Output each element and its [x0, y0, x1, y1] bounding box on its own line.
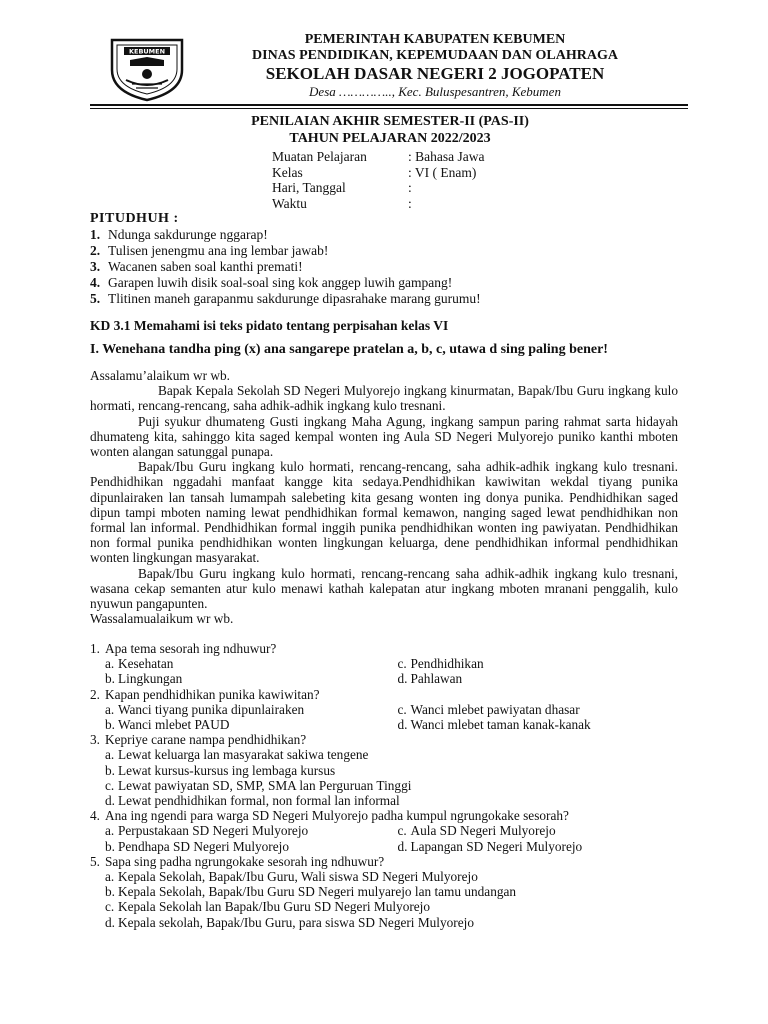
option-text: Wanci mlebet taman kanak-kanak [410, 717, 591, 733]
exam-year: TAHUN PELAJARAN 2022/2023 [289, 130, 491, 146]
instruction-text: Wacanen saben soal kanthi premati! [108, 259, 303, 274]
government-name: PEMERINTAH KABUPATEN KEBUMEN [304, 32, 566, 47]
instruction-item [90, 243, 481, 259]
answer-option[interactable] [105, 671, 398, 686]
option-text: Kepala Sekolah, Bapak/Ibu Guru, Wali siswa SD Negeri Mulyorejo [118, 869, 478, 885]
school-name: SEKOLAH DASAR NEGERI 2 JOGOPATEN [265, 64, 605, 84]
answer-option[interactable] [105, 763, 690, 778]
question-number: 1. [90, 641, 100, 656]
meta-value: : Bahasa Jawa [408, 149, 485, 164]
speech-paragraph: Bapak/Ibu Guru ingkang kulo hormati, rencang-rencang, saha adhik-adhik ingkang kulo tresnani. Pendhidhikan nggadahi manfaat kangge kita sedaya.Pendhidhikan kawiwitan wekdal tiyang punika dipunlairaken lan tansah lumampah salebeting kita gesang wonten ing donya punika. Pendhidhikan saged dipun tampi mboten naming lewat pendhidhikan formal kemawon, nanging saged lewat pendhidhikan non formal lan informal. Pendhidhikan formal inggih punika pendhidhikan wonten ing pawiyatan. Pendhidhikan non formal punika pendhidhikan wonten lingkungan keluarga, dene pendhidhikan informal pendhidhikan wonten lingkungan masyarakat. [90, 459, 678, 566]
option-text: Perpustakaan SD Negeri Mulyorejo [118, 823, 309, 839]
question-options [90, 702, 690, 732]
question [90, 687, 690, 702]
question [90, 641, 690, 656]
question-text: Kepriye carane nampa pendhidhikan? [105, 732, 307, 748]
question-options [90, 656, 690, 686]
option-letter: c. [397, 823, 407, 839]
answer-option[interactable] [398, 702, 691, 717]
option-letter: d. [397, 717, 408, 733]
instruction-number: 3. [90, 259, 101, 274]
question [90, 854, 690, 869]
kebumen-regency-logo-icon [108, 36, 186, 102]
option-row [105, 671, 690, 686]
option-letter: d. [397, 671, 408, 687]
svg-text:KEBUMEN: KEBUMEN [128, 47, 166, 56]
instruction-number: 4. [90, 275, 101, 290]
answer-option[interactable] [398, 823, 691, 838]
option-letter: b. [105, 884, 115, 900]
option-text: Lapangan SD Negeri Mulyorejo [410, 838, 583, 854]
exam-title: PENILAIAN AKHIR SEMESTER-II (PAS-II) [251, 114, 529, 129]
option-text: Lewat keluarga lan masyarakat sakiwa tengene [118, 747, 369, 763]
option-letter: a. [105, 747, 115, 763]
answer-option[interactable] [105, 823, 398, 838]
instruction-item [90, 259, 481, 275]
option-letter: c. [105, 899, 115, 915]
instruction-item [90, 291, 481, 307]
question-number: 2. [90, 686, 100, 702]
meta-label: Waktu [272, 195, 307, 211]
answer-option[interactable] [105, 702, 398, 717]
letterhead-rule-thick [90, 104, 688, 106]
meta-label: Kelas [272, 164, 303, 180]
instruction-item [90, 275, 481, 291]
option-text: Kepala Sekolah, Bapak/Ibu Guru SD Negeri mulyarejo lan tamu undangan [118, 884, 517, 900]
answer-option[interactable] [105, 793, 690, 808]
meta-label: Hari, Tanggal [272, 180, 346, 195]
answer-option[interactable] [398, 671, 691, 686]
meta-value: : [408, 195, 412, 211]
answer-option[interactable] [105, 656, 398, 671]
option-text: Kepala Sekolah lan Bapak/Ibu Guru SD Negeri Mulyorejo [118, 899, 431, 915]
option-text: Lingkungan [118, 671, 183, 687]
answer-option[interactable] [105, 915, 690, 930]
instruction-item [90, 227, 481, 243]
school-address: Desa ………….., Kec. Buluspesantren, Kebumen [309, 84, 561, 100]
option-letter: a. [105, 701, 115, 717]
answer-option[interactable] [105, 778, 690, 793]
option-text: Wanci tiyang punika dipunlairaken [118, 701, 305, 717]
question-list [90, 641, 690, 930]
option-letter: a. [105, 656, 115, 672]
option-letter: a. [105, 869, 115, 885]
option-text: Kepala sekolah, Bapak/Ibu Guru, para siswa SD Negeri Mulyorejo [118, 914, 474, 930]
answer-option[interactable] [398, 656, 691, 671]
answer-option[interactable] [105, 869, 690, 884]
answer-option[interactable] [105, 899, 690, 914]
meta-label: Muatan Pelajaran [272, 149, 367, 164]
option-text: Pendhapa SD Negeri Mulyorejo [118, 838, 289, 854]
answer-option[interactable] [398, 717, 691, 732]
question-number: 5. [90, 853, 100, 869]
option-text: Kesehatan [118, 656, 174, 672]
option-text: Lewat pawiyatan SD, SMP, SMA lan Perguruan Tinggi [118, 777, 412, 793]
meta-row [272, 149, 484, 165]
speech-greeting: Assalamu’alaikum wr wb. [90, 368, 230, 383]
exam-meta [272, 149, 484, 211]
instruction-number: 1. [90, 227, 101, 242]
instructions-heading: PITUDHUH : [90, 211, 179, 226]
question-options [90, 869, 690, 930]
question-text: Apa tema sesorah ing ndhuwur? [105, 641, 277, 656]
option-letter: d. [105, 793, 115, 809]
option-letter: c. [105, 777, 115, 793]
option-letter: b. [105, 671, 115, 687]
competency-heading: KD 3.1 Memahami isi teks pidato tentang perpisahan kelas VI [90, 318, 449, 333]
option-text: Wanci mlebet pawiyatan dhasar [410, 701, 580, 717]
meta-row [272, 180, 484, 196]
option-letter: c. [397, 656, 407, 672]
answer-option[interactable] [105, 884, 690, 899]
option-letter: b. [105, 762, 115, 778]
answer-option[interactable] [398, 839, 691, 854]
option-letter: d. [105, 914, 115, 930]
instruction-text: Ndunga sakdurunge nggarap! [108, 227, 268, 242]
option-row [105, 656, 690, 671]
option-letter: b. [105, 717, 115, 733]
option-text: Pahlawan [410, 671, 463, 687]
question-text: Kapan pendhidhikan punika kawiwitan? [105, 686, 320, 702]
meta-value: : [408, 180, 412, 195]
option-text: Pendhidhikan [410, 656, 484, 672]
answer-option[interactable] [105, 839, 398, 854]
option-row [105, 823, 690, 838]
department-name: DINAS PENDIDIKAN, KEPEMUDAAN DAN OLAHRAGA [252, 47, 618, 63]
option-row [105, 839, 690, 854]
meta-value: : VI ( Enam) [408, 164, 477, 180]
speech-text [90, 368, 678, 626]
instruction-number: 5. [90, 291, 101, 306]
meta-row [272, 196, 484, 212]
instruction-text: Garapen luwih disik soal-soal sing kok anggep luwih gampang! [108, 275, 453, 290]
letterhead [210, 32, 660, 100]
answer-option[interactable] [105, 747, 690, 762]
option-letter: b. [105, 838, 115, 854]
speech-paragraph: Puji syukur dhumateng Gusti ingkang Maha Agung, ingkang sampun paring rahmat sarta hidayah dhumateng kita, sahinggo kita saged kempal wonten ing Aula SD Negeri Mulyorejo puniko kanthi mboten wonten alangan satunggal punapa. [90, 413, 678, 460]
instruction-text: Tulisen jenengmu ana ing lembar jawab! [108, 243, 329, 258]
instructions-list [90, 227, 481, 307]
instruction-number: 2. [90, 243, 101, 258]
question-options [90, 747, 690, 808]
speech-paragraph: Bapak/Ibu Guru ingkang kulo hormati, rencang-rencang saha adhik-adhik ingkang kulo tresnani, wasana cekap semanten atur kulo menawi kathah kalepatan atur ingkang mboten mranani penggalih, kulo nyuwun pangapunten. [90, 565, 678, 612]
speech-closing: Wassalamualaikum wr wb. [90, 611, 234, 627]
instruction-text: Tlitinen maneh garapanmu sakdurunge dipasrahake marang gurumu! [108, 291, 481, 306]
question [90, 808, 690, 823]
speech-paragraph: Bapak Kepala Sekolah SD Negeri Mulyorejo ingkang kinurmatan, Bapak/Ibu Guru ingkang kulo hormati, rencang-rencang, saha adhik-adhik ingkang kulo tresnani. [90, 383, 678, 414]
section-instruction: I. Wenehana tandha ping (x) ana sangarepe pratelan a, b, c, utawa d sing paling bener! [90, 342, 608, 357]
option-row [105, 702, 690, 717]
option-letter: a. [105, 823, 115, 839]
question [90, 732, 690, 747]
question-number: 4. [90, 808, 100, 824]
option-text: Wanci mlebet PAUD [118, 717, 230, 733]
question-options [90, 823, 690, 853]
question-number: 3. [90, 732, 100, 748]
option-letter: c. [397, 701, 407, 717]
question-text: Ana ing ngendi para warga SD Negeri Mulyorejo padha kumpul ngrungokake sesorah? [105, 808, 569, 824]
answer-option[interactable] [105, 717, 398, 732]
option-letter: d. [397, 838, 408, 854]
meta-row [272, 165, 484, 181]
option-row [105, 717, 690, 732]
option-text: Lewat kursus-kursus ing lembaga kursus [118, 762, 336, 778]
option-text: Aula SD Negeri Mulyorejo [410, 823, 556, 839]
letterhead-rule-thin [90, 108, 688, 109]
option-text: Lewat pendhidhikan formal, non formal lan informal [118, 793, 400, 809]
exam-title-block [180, 114, 600, 147]
question-text: Sapa sing padha ngrungokake sesorah ing ndhuwur? [105, 853, 385, 869]
